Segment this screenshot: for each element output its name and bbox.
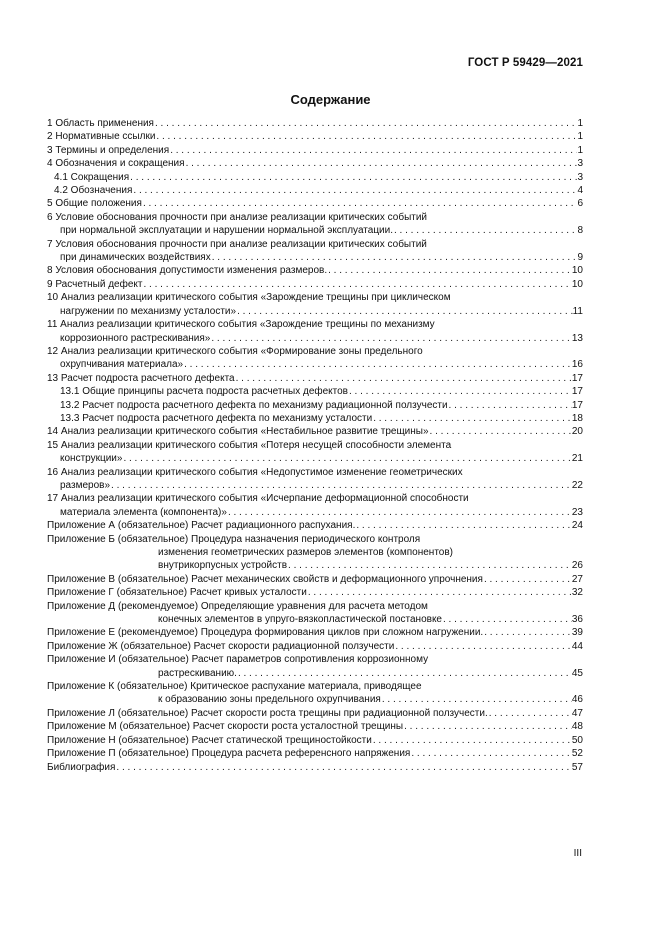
- toc-appendix[interactable]: Приложение И (обязательное) Расчет параметров сопротивления коррозионному растрескиванию. . . . 45: [47, 653, 583, 680]
- toc-subentry[interactable]: 4.2 Обозначения . . . 4: [47, 184, 583, 197]
- toc-entry[interactable]: 2 Нормативные ссылки . . . 1: [47, 130, 583, 143]
- toc-entry[interactable]: 1 Область применения . . . 1: [47, 117, 583, 130]
- toc-appendix[interactable]: Приложение Л (обязательное) Расчет скорости роста трещины при радиационной ползучести. . . . 47: [47, 707, 583, 720]
- toc-entry[interactable]: 3 Термины и определения . . . 1: [47, 144, 583, 157]
- toc-appendix[interactable]: Приложение Б (обязательное) Процедура назначения периодического контроля изменения геометрических размеров элементов (компонентов) внутрикорпусных устройств . . . 26: [47, 533, 583, 573]
- toc-subentry[interactable]: 13.1 Общие принципы расчета подроста расчетных дефектов . . . 17: [47, 385, 583, 398]
- toc-appendix[interactable]: Приложение Е (рекомендуемое) Процедура формирования циклов при сложном нагружении. . . . 39: [47, 626, 583, 639]
- toc-appendix[interactable]: Приложение М (обязательное) Расчет скорости роста усталостной трещины . . . 48: [47, 720, 583, 733]
- toc-entry[interactable]: 6 Условие обоснования прочности при анализе реализации критических событий при нормальной эксплуатации и нарушении нормальной эксплуатации. . . . 8: [47, 211, 583, 238]
- table-of-contents: [47, 117, 583, 774]
- toc-entry[interactable]: 17 Анализ реализации критического события «Исчерпание деформационной способности материала элемента (компонента)» . . . 23: [47, 492, 583, 519]
- toc-entry[interactable]: 4 Обозначения и сокращения . . . 3: [47, 157, 583, 170]
- toc-appendix[interactable]: Приложение П (обязательное) Процедура расчета референсного напряжения . . . 52: [47, 747, 583, 760]
- toc-appendix[interactable]: Приложение В (обязательное) Расчет механических свойств и деформационного упрочнения . . . 27: [47, 573, 583, 586]
- toc-appendix[interactable]: Приложение Ж (обязательное) Расчет скорости радиационной ползучести . . . 44: [47, 640, 583, 653]
- toc-bibliography[interactable]: Библиография . . . 57: [47, 761, 583, 774]
- toc-entry[interactable]: 13 Расчет подроста расчетного дефекта . . . 17: [47, 372, 583, 385]
- document-code: ГОСТ Р 59429—2021: [467, 57, 583, 69]
- toc-entry[interactable]: 10 Анализ реализации критического события «Зарождение трещины при циклическом нагружении по механизму усталости» . . . 11: [47, 291, 583, 318]
- toc-appendix[interactable]: Приложение Д (рекомендуемое) Определяющие уравнения для расчета методом конечных элементов в упруго-вязкопластической постановке . . . 36: [47, 600, 583, 627]
- toc-appendix[interactable]: Приложение К (обязательное) Критическое распухание материала, приводящее к образованию зоны предельного охрупчивания . . . 46: [47, 680, 583, 707]
- toc-subentry[interactable]: 13.3 Расчет подроста расчетного дефекта по механизму усталости . . . 18: [47, 412, 583, 425]
- toc-entry[interactable]: 11 Анализ реализации критического события «Зарождение трещины по механизму коррозионного растрескивания» . . . 13: [47, 318, 583, 345]
- toc-entry[interactable]: 15 Анализ реализации критического события «Потеря несущей способности элемента конструкции» . . . 21: [47, 439, 583, 466]
- toc-entry[interactable]: 5 Общие положения . . . 6: [47, 197, 583, 210]
- toc-subentry[interactable]: 13.2 Расчет подроста расчетного дефекта по механизму радиационной ползучести . . . 17: [47, 399, 583, 412]
- page-title: Содержание: [290, 92, 371, 107]
- toc-appendix[interactable]: Приложение А (обязательное) Расчет радиационного распухания. . . . 24: [47, 519, 583, 532]
- toc-entry[interactable]: 9 Расчетный дефект . . . 10: [47, 278, 583, 291]
- toc-subentry[interactable]: 4.1 Сокращения . . . 3: [47, 171, 583, 184]
- toc-entry[interactable]: 8 Условия обоснования допустимости изменения размеров. . . . 10: [47, 264, 583, 277]
- page-number: III: [573, 848, 582, 859]
- toc-appendix[interactable]: Приложение Г (обязательное) Расчет кривых усталости . . . 32: [47, 586, 583, 599]
- toc-entry[interactable]: 7 Условия обоснования прочности при анализе реализации критических событий при динамических воздействиях . . . 9: [47, 238, 583, 265]
- toc-appendix[interactable]: Приложение Н (обязательное) Расчет статической трещиностойкости . . . 50: [47, 734, 583, 747]
- toc-entry[interactable]: 14 Анализ реализации критического события «Нестабильное развитие трещины» . . . 20: [47, 425, 583, 438]
- toc-entry[interactable]: 12 Анализ реализации критического события «Формирование зоны предельного охрупчивания материала» . . . 16: [47, 345, 583, 372]
- toc-entry[interactable]: 16 Анализ реализации критического события «Недопустимое изменение геометрических размеров» . . . 22: [47, 466, 583, 493]
